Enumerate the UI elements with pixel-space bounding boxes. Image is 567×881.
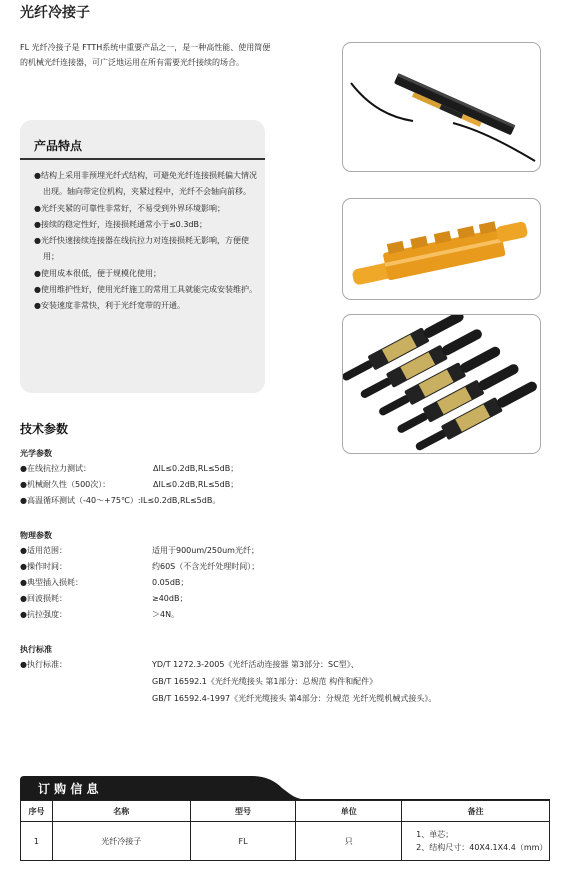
feature-item: ●使用维护性好，使用光纤施工的常用工具就能完成安装维护。 [34, 285, 257, 295]
physical-row [20, 608, 180, 622]
product-photo-connector-amber [342, 198, 541, 300]
param-value: IL≤0.2dB,RL≤5dB。 [140, 496, 221, 505]
order-header-cell: 单位 [296, 801, 402, 822]
intro-text: FL 光纤冷接子是 FTTH系统中重要产品之一，是一种高性能、使用简便的机械光纤连接器，可广泛地运用在所有需要光纤接续的场合。 [20, 43, 271, 67]
order-header-row [21, 801, 550, 822]
tech-heading: 技术参数 [20, 422, 69, 436]
physical-heading: 物理参数 [20, 531, 52, 540]
features-divider [20, 158, 265, 160]
param-value: 适用于900um/250um光纤； [152, 546, 259, 555]
feature-item: ●结构上采用非预埋光纤式结构，可避免光纤连接损耗偏大情况出现。轴向带定位机构，夹紧过程中，光纤不会轴向前移。 [34, 171, 257, 197]
feature-item: ●接续的稳定性好，连接损耗通常小于≤0.3dB； [34, 219, 207, 229]
param-value: 0.05dB； [152, 578, 189, 587]
order-table [20, 800, 550, 861]
optical-heading: 光学参数 [20, 449, 52, 458]
order-header-cell: 型号 [190, 801, 296, 822]
physical-row [20, 560, 260, 574]
feature-item: ●使用成本很低，便于规模化使用； [34, 268, 161, 278]
order-header-cell: 备注 [402, 801, 550, 822]
param-label: ●回波损耗： [20, 594, 67, 603]
optical-row [20, 478, 239, 492]
optical-row [20, 462, 239, 476]
feature-item: ●安装速度非常快，利于光纤宽带的开通。 [34, 301, 185, 311]
param-label: ●典型插入损耗： [20, 578, 83, 587]
param-label: ●操作时间： [20, 562, 67, 571]
physical-row [20, 576, 189, 590]
order-cell-notes [402, 822, 550, 861]
page-title: 光纤冷接子 [20, 5, 90, 21]
features-panel [20, 120, 265, 393]
standard-row [20, 658, 67, 672]
param-label: ●高温循环测试（-40～+75℃）: [20, 496, 141, 505]
product-photo-connector-closed [342, 42, 541, 172]
order-header-cell: 名称 [52, 801, 190, 822]
physical-row [20, 592, 188, 606]
order-cell-unit: 只 [296, 822, 402, 861]
param-value: 约60S（不含光纤处理时间）； [152, 562, 260, 571]
order-note-line: 1、单芯； [416, 830, 454, 839]
feature-item: ●光纤快速接续连接器在线抗拉力对连接损耗无影响，方便使用； [34, 236, 249, 262]
order-cell-name: 光纤冷接子 [52, 822, 190, 861]
param-label: ●执行标准： [20, 660, 67, 669]
standard-value: YD/T 1272.3-2005《光纤活动连接器 第3部分：SC型》、 [152, 660, 359, 669]
order-cell-model: FL [190, 822, 296, 861]
order-note-line: 2、结构尺寸：40X4.1X4.4（mm） [416, 843, 548, 852]
order-cell-no: 1 [21, 822, 53, 861]
param-value: ≥40dB； [152, 594, 188, 603]
features-heading: 产品特点 [34, 139, 83, 153]
standard-heading: 执行标准 [20, 645, 52, 654]
table-row [21, 822, 550, 861]
param-value: ΔIL≤0.2dB,RL≤5dB； [153, 480, 239, 489]
param-label: ●适用范围： [20, 546, 67, 555]
product-photo-connector-set [342, 314, 541, 454]
optical-row [20, 494, 220, 508]
feature-item: ●光纤夹紧的可靠性非常好，不易受到外界环境影响； [34, 203, 225, 213]
param-label: ●机械耐久性（500次）： [20, 480, 111, 489]
order-banner-text: 订 购 信 息 [38, 782, 99, 796]
standard-value: GB/T 16592.1《光纤光缆接头 第1部分：总规范 构件和配件》 [152, 677, 378, 686]
physical-row [20, 544, 259, 558]
param-value: ＞4N。 [152, 610, 180, 619]
order-header-cell: 序号 [21, 801, 53, 822]
features-list [34, 168, 259, 315]
param-value: ΔIL≤0.2dB,RL≤5dB； [153, 464, 239, 473]
param-label: ●在线抗拉力测试： [20, 464, 91, 473]
standard-value: GB/T 16592.4-1997《光纤光缆接头 第4部分：分规范 光纤光缆机械式接头》。 [152, 694, 437, 703]
param-label: ●抗拉强度： [20, 610, 67, 619]
